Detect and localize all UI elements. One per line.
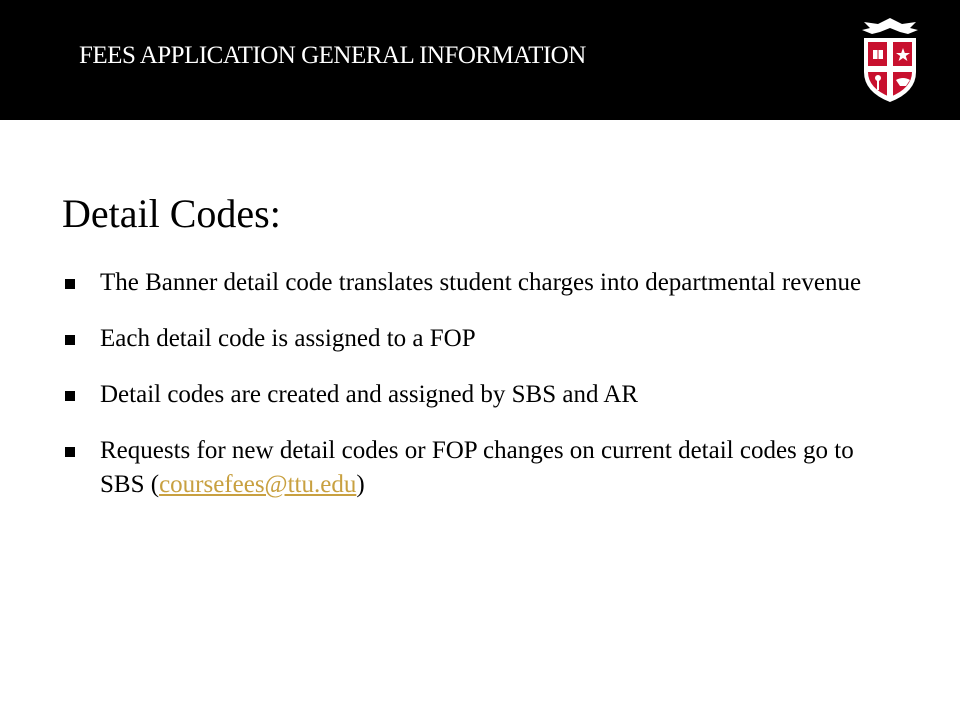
header-title: FEES APPLICATION GENERAL INFORMATION	[79, 42, 586, 69]
bullet-item	[62, 378, 862, 412]
bullet-text	[100, 437, 854, 498]
email-link[interactable]: coursefees@ttu.edu	[159, 471, 357, 498]
bullet-item	[62, 322, 862, 356]
bullet-text-before-link: Requests for new detail codes or FOP changes on current detail codes go to SBS (	[100, 437, 854, 498]
bullet-item	[62, 434, 862, 502]
bullet-text: Detail codes are created and assigned by SBS and AR	[100, 381, 639, 408]
header-bar	[0, 0, 960, 120]
page-heading: Detail Codes:	[62, 191, 281, 236]
university-seal-logo	[856, 14, 924, 104]
square-bullet-icon	[65, 447, 75, 457]
bullet-text: The Banner detail code translates student charges into departmental revenue	[100, 269, 862, 296]
square-bullet-icon	[65, 279, 75, 289]
square-bullet-icon	[65, 391, 75, 401]
bullet-text: Each detail code is assigned to a FOP	[100, 325, 476, 352]
square-bullet-icon	[65, 335, 75, 345]
bullet-list	[62, 266, 862, 524]
bullet-item	[62, 266, 862, 300]
bullet-text-after-link: )	[356, 471, 365, 498]
